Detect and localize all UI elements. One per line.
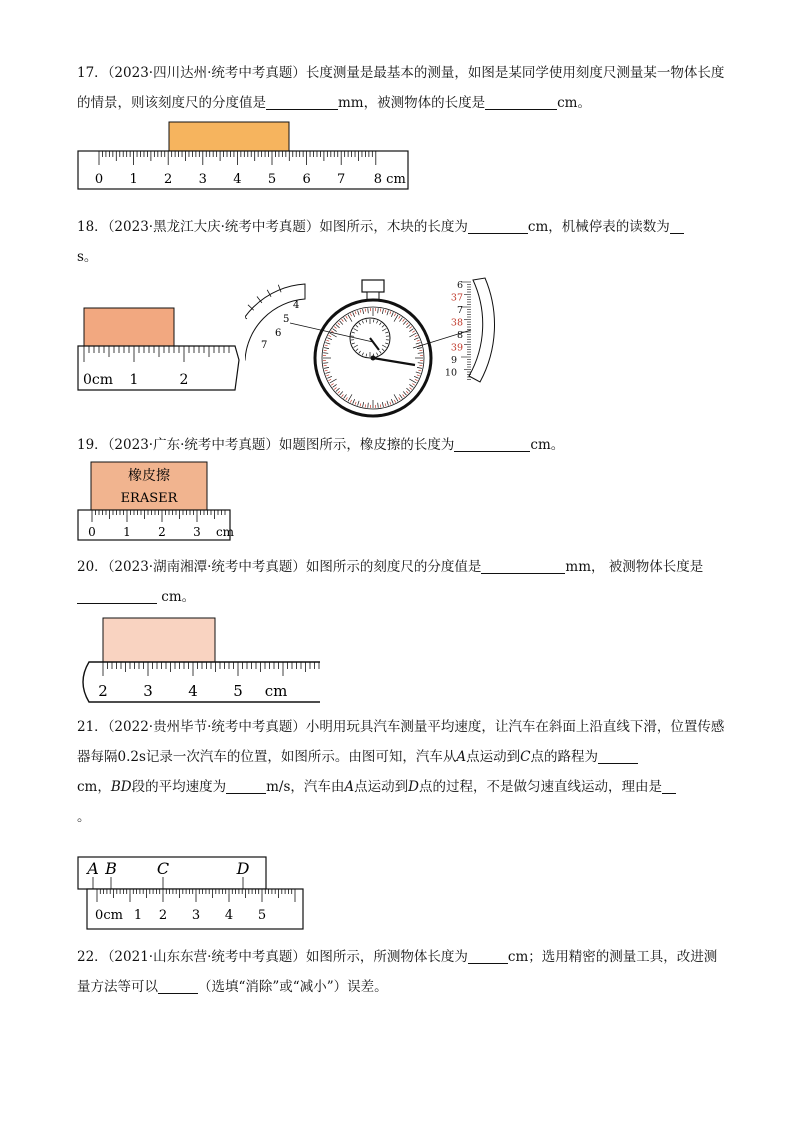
answer-blank[interactable]	[468, 217, 528, 234]
ruler-label: 2	[98, 682, 108, 700]
second-scale-label: 39	[450, 342, 463, 354]
ruler-label: 5	[257, 908, 267, 923]
question-text: cm，机械停表的读数为	[527, 219, 670, 235]
ruler-label: 1	[133, 908, 143, 923]
question-text: cm。	[530, 437, 565, 453]
measured-object	[103, 618, 215, 662]
question-source: （2021·山东东营·统考中考真题）	[107, 949, 306, 965]
ruler-label: 8 cm	[373, 172, 406, 187]
question-text: 如图所示的刻度尺的分度值是	[305, 559, 482, 575]
question-text: 点运动到	[466, 749, 521, 765]
question-text: 点的过程，不是做匀速直线运动，理由是	[418, 779, 662, 795]
figure-18-stopwatch	[245, 270, 515, 420]
answer-blank[interactable]	[77, 587, 157, 604]
question-22	[77, 942, 727, 1002]
answer-blank[interactable]	[454, 435, 530, 452]
ruler-label: cm	[215, 525, 235, 539]
eraser-label-cn: 橡皮擦	[128, 468, 170, 484]
ruler-label: 2	[164, 172, 173, 187]
ruler-label: 4	[188, 682, 198, 700]
question-source: （2023·四川达州·统考中考真题）	[107, 65, 306, 81]
question-text: mm，被测物体的长度是	[338, 95, 486, 111]
ruler-label: 0cm	[95, 908, 123, 923]
question-text: 点的路程为	[530, 749, 598, 765]
question-text: 长度测量是最基本的测量，如图是某同学使用刻度尺测量某一物体长度的情景，则该刻度尺的分度值是	[77, 65, 725, 111]
ruler-label: 1	[123, 525, 131, 539]
ruler-label: 1	[129, 172, 138, 187]
eraser-label-en: ERASER	[120, 491, 178, 506]
question-number: 18．	[77, 219, 108, 235]
answer-blank[interactable]	[670, 217, 684, 234]
question-text: cm；选用精密的测量工具，改进测量方法等可以	[77, 949, 718, 995]
answer-blank[interactable]	[226, 777, 266, 794]
question-text: 段的平均速度为	[131, 779, 227, 795]
question-text: 如图所示，木块的长度为	[319, 219, 468, 235]
question-number: 22．	[77, 949, 108, 965]
ruler-label: 2	[158, 908, 168, 923]
point-c-label: C	[156, 859, 170, 878]
ruler-label: 0cm	[82, 372, 114, 388]
point-d-label: D	[236, 859, 250, 878]
figure-21-track	[75, 854, 310, 934]
question-number: 20．	[77, 559, 108, 575]
ruler-label: 4	[224, 908, 234, 923]
ruler-label: 3	[143, 682, 153, 700]
question-text: 。	[77, 809, 91, 825]
watch-crown	[362, 280, 384, 292]
question-17	[77, 58, 727, 118]
question-source: （2023·湖南湘潭·统考中考真题）	[107, 559, 306, 575]
point-b-label: B	[105, 859, 117, 878]
question-text: mm， 被测物体长度是	[565, 559, 704, 575]
minute-scale-label: 6	[275, 328, 282, 339]
ruler-label: cm	[264, 682, 288, 700]
answer-blank[interactable]	[485, 93, 557, 110]
ruler-label: 7	[337, 172, 346, 187]
second-scale-label: 8	[456, 330, 463, 341]
measured-object	[84, 308, 174, 346]
answer-blank[interactable]	[481, 557, 565, 574]
question-text: cm。	[557, 95, 591, 111]
ruler-label: 5	[233, 682, 243, 700]
answer-blank[interactable]	[158, 977, 198, 994]
minute-zoom-panel	[245, 284, 305, 360]
question-21	[77, 712, 727, 832]
answer-blank[interactable]	[266, 93, 338, 110]
question-source: （2023·黑龙江大庆·统考中考真题）	[107, 219, 320, 235]
second-scale-label: 9	[450, 355, 457, 366]
question-18	[77, 212, 727, 272]
point-label: A	[344, 779, 355, 795]
figure-18-ruler	[75, 305, 245, 393]
segment-label: BD	[110, 779, 132, 795]
answer-blank[interactable]	[662, 777, 676, 794]
second-scale-label: 10	[444, 367, 457, 379]
minute-scale-label: 7	[261, 340, 268, 351]
question-text: 如图所示，所测物体长度为	[305, 949, 468, 965]
minute-scale-label: 5	[283, 314, 290, 325]
question-number: 19．	[77, 437, 108, 453]
ruler-label: 1	[129, 372, 139, 388]
figure-20-ruler	[75, 614, 325, 704]
ruler-label: 3	[193, 525, 201, 539]
measured-object	[169, 122, 289, 151]
question-source: （2022·贵州毕节·统考中考真题）	[107, 719, 306, 735]
question-20	[77, 552, 727, 612]
second-zoom-panel	[469, 278, 495, 382]
ruler-label: 5	[267, 172, 277, 187]
question-text: cm，	[77, 779, 111, 795]
second-scale-label: 37	[450, 292, 463, 304]
point-label: D	[408, 779, 419, 795]
second-zoom-scale	[445, 280, 471, 380]
second-scale-label: 38	[450, 317, 463, 329]
dial-center	[371, 356, 376, 361]
question-text: cm。	[161, 589, 196, 605]
question-source: （2023·广东·统考中考真题）	[107, 437, 279, 453]
minute-scale-label: 4	[293, 300, 300, 311]
ruler-label: 0	[94, 172, 104, 187]
ruler-label: 3	[191, 908, 201, 923]
figure-19-ruler	[75, 460, 235, 542]
point-label: A	[456, 749, 467, 765]
question-19	[77, 430, 727, 460]
point-label: C	[520, 749, 531, 765]
answer-blank[interactable]	[598, 747, 638, 764]
question-text: （选填“消除”或“减小”）误差。	[198, 979, 388, 995]
question-text: 点运动到	[354, 779, 409, 795]
question-number: 17．	[77, 65, 108, 81]
question-text: 小明用玩具汽车测量平均速度，让汽车在斜面上沿直线下滑，位置传感器每隔0.2s记录一次汽车的位置，如图所示。由图可知，汽车从	[77, 719, 725, 765]
ruler-label: 6	[302, 172, 311, 187]
answer-blank[interactable]	[468, 947, 508, 964]
ruler-label: 0	[88, 525, 96, 539]
question-text: 如题图所示，橡皮擦的长度为	[278, 437, 455, 453]
figure-17-ruler	[75, 120, 415, 192]
second-scale-label: 6	[456, 280, 463, 291]
point-a-label: A	[87, 859, 99, 878]
ruler-label: 2	[179, 372, 189, 388]
second-scale-label: 7	[456, 305, 463, 316]
ruler-label: 2	[158, 525, 166, 539]
ruler-label: 4	[233, 172, 242, 187]
question-text: s。	[77, 249, 98, 265]
question-text: m/s，汽车由	[266, 779, 345, 795]
question-number: 21．	[77, 719, 108, 735]
ruler-label: 3	[198, 172, 207, 187]
